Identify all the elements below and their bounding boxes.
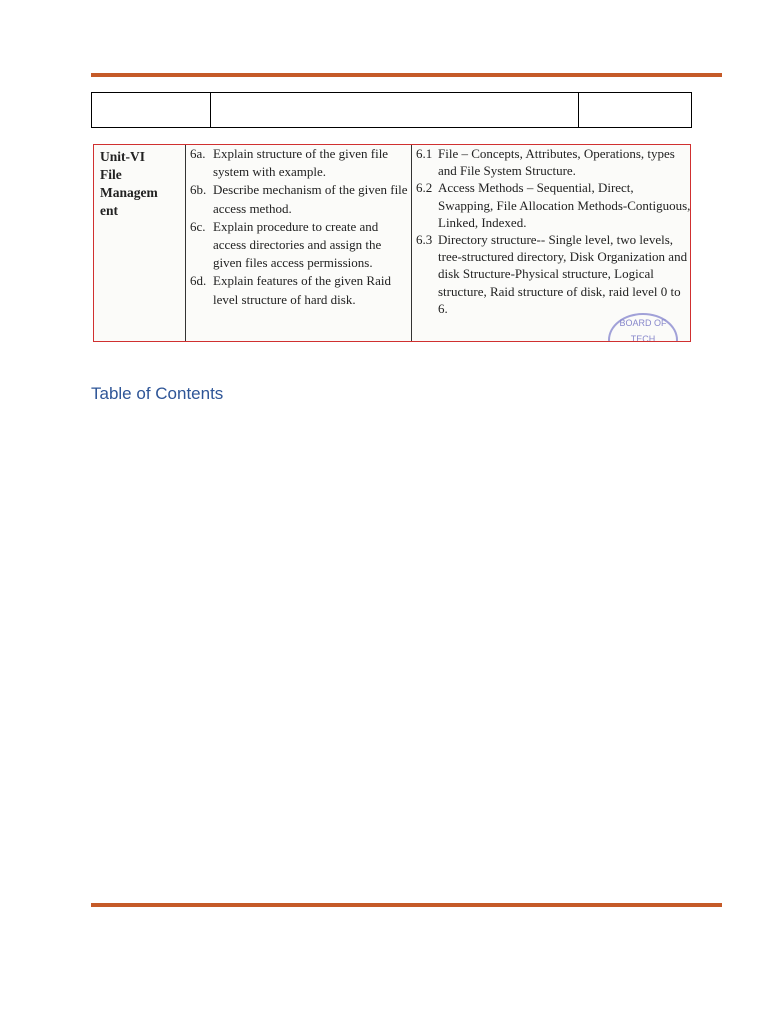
stamp-text: BOARD OF TECH: [619, 318, 667, 342]
board-stamp: [608, 313, 678, 342]
empty-cell: [211, 93, 579, 128]
outcome-text: Explain structure of the given file system with example.: [213, 146, 389, 180]
outcome-item: [190, 218, 411, 273]
topic-code: 6.3: [416, 232, 433, 248]
topic-item: [416, 231, 691, 317]
outcomes-column: [186, 145, 412, 341]
outcome-text: Explain procedure to create and access directories and assign the given files access permissions.: [213, 218, 382, 271]
empty-header-table: [91, 92, 692, 128]
unit-title-line: File: [100, 167, 122, 182]
unit-title-line: Managem: [100, 185, 158, 200]
topic-code: 6.2: [416, 180, 433, 196]
outcome-code: 6d.: [190, 273, 207, 289]
topics-column: [412, 145, 691, 341]
toc-heading: Table of Contents: [91, 384, 224, 403]
topic-item: [416, 145, 691, 179]
scanned-syllabus-table: [93, 144, 691, 342]
unit-title-line: ent: [100, 203, 118, 218]
unit-title: [98, 148, 184, 220]
unit-title-line: Unit-VI: [100, 149, 146, 164]
topic-text: Directory structure-- Single level, two levels, tree-structured directory, Disk Organization and disk Structure-Physical structure, Logical structure, Raid structure of disk, raid level 0 to 6.: [438, 232, 688, 316]
outcome-item: [190, 145, 411, 181]
topic-text: Access Methods – Sequential, Direct, Swapping, File Allocation Methods-Contiguous, Linked, Indexed.: [438, 180, 691, 230]
outcome-code: 6c.: [190, 218, 206, 234]
outcome-item: [190, 272, 411, 308]
footer-rule: [91, 903, 722, 907]
topic-text: File – Concepts, Attributes, Operations, types and File System Structure.: [438, 146, 675, 179]
topic-code: 6.1: [416, 146, 433, 161]
outcome-text: Explain features of the given Raid level structure of hard disk.: [213, 273, 391, 307]
outcome-code: 6b.: [190, 182, 207, 198]
outcome-item: [190, 181, 411, 217]
outcome-text: Describe mechanism of the given file access method.: [213, 182, 408, 216]
topic-item: [416, 179, 691, 231]
outcome-code: 6a.: [190, 146, 206, 161]
unit-column: [94, 145, 186, 341]
empty-cell: [579, 93, 692, 128]
empty-cell: [92, 93, 211, 128]
header-rule: [91, 73, 722, 77]
